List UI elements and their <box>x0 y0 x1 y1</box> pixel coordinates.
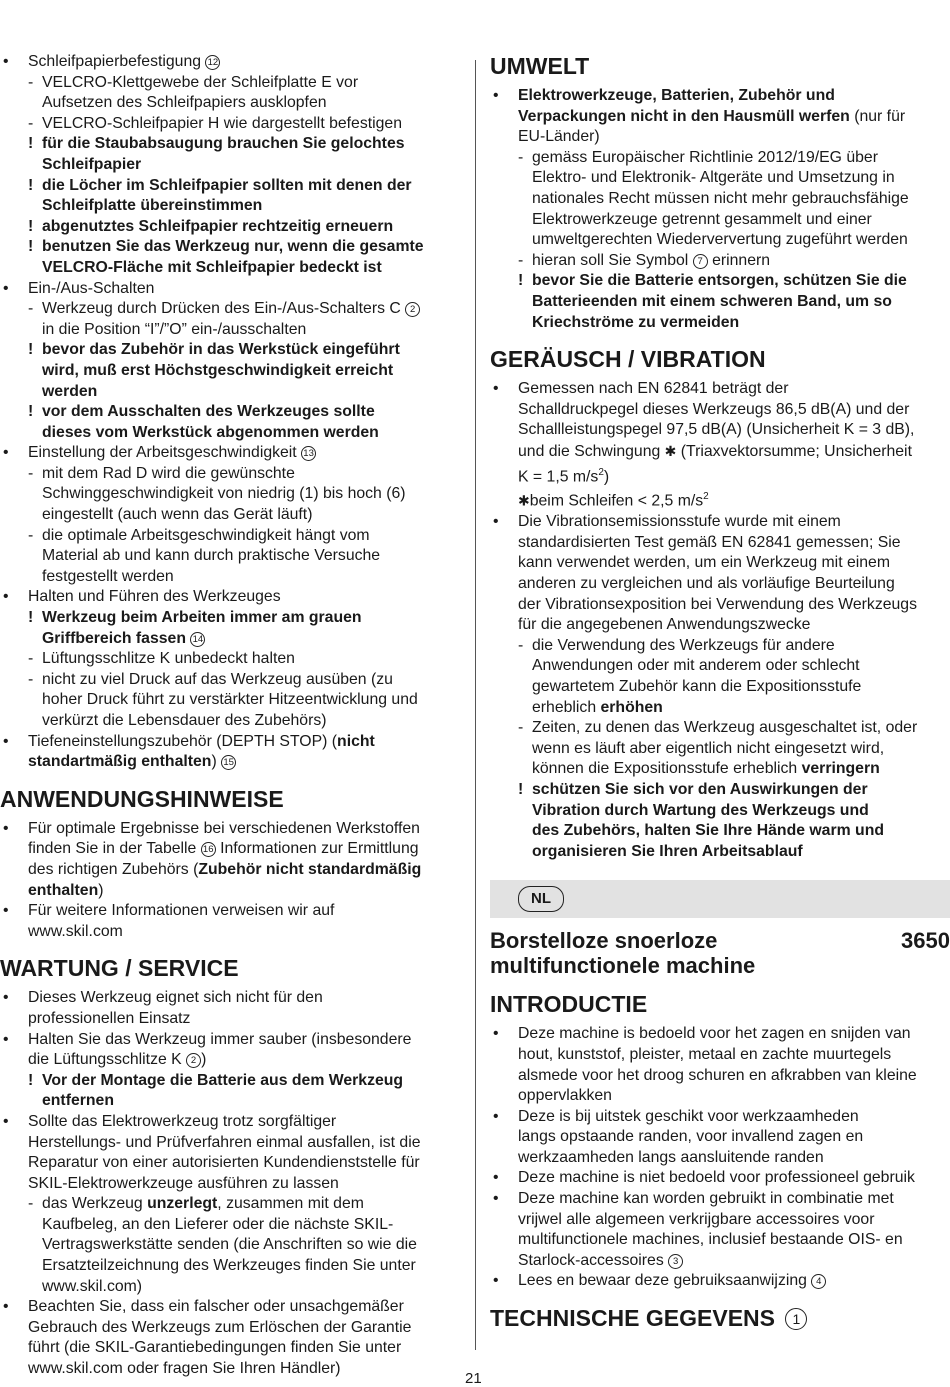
right-top-section <box>490 52 950 862</box>
text-segment: für die angegebenen Anwendungszwecke <box>518 616 811 634</box>
bullet-item <box>490 1107 950 1128</box>
text-line <box>0 690 462 711</box>
text-segment: vrijwel alle algemeen verkrijgbare accessoires voor <box>518 1210 875 1228</box>
text-segment: Schleifpapierbefestigung <box>28 53 206 70</box>
text-segment: beim Schleifen < 2,5 m/s <box>529 492 704 510</box>
text-line <box>0 1153 462 1174</box>
text-segment: ANWENDUNGSHINWEISE <box>0 785 284 812</box>
text-line <box>0 361 462 382</box>
text-segment: nationales Recht müssen nicht mehr gebrauchsfähige <box>532 189 909 207</box>
text-line <box>0 423 462 444</box>
text-segment: UMWELT <box>490 53 590 79</box>
text-segment: die Lüftungsschlitze K <box>28 1051 187 1069</box>
text-segment: können die Expositionsstufe erheblich <box>532 760 802 778</box>
text-segment: und die Schwingung <box>518 442 665 460</box>
text-segment: abgenutztes Schleifpapier rechtzeitig erneuern <box>42 217 394 235</box>
text-segment: Schallleistungspegel 97,5 dB(A) (Unsicherheit K = 3 dB), <box>518 421 915 439</box>
section-heading <box>490 345 950 373</box>
text-segment: Deze machine kan worden gebruikt in combinatie met <box>518 1190 894 1208</box>
figure-ref-badge: 14 <box>190 632 205 647</box>
text-segment: Gemessen nach EN 62841 beträgt der <box>518 380 789 398</box>
text-segment: Dieses Werkzeug eignet sich nicht für den <box>28 989 323 1007</box>
text-segment: finden Sie in der Tabelle <box>28 840 201 858</box>
bullet-item <box>490 512 950 533</box>
figure-ref-badge: 4 <box>811 1274 826 1289</box>
text-segment: Gebrauch des Werkzeugs zum Erlöschen der Garantie <box>28 1318 412 1336</box>
bold-text: VELCRO-Fläche mit Schleifpapier bedeckt ist <box>42 258 382 276</box>
text-line <box>490 189 950 210</box>
text-segment: Halten und Führen des Werkzeuges <box>28 588 281 606</box>
text-segment: VELCRO-Schleifpapier H wie dargestellt befestigen <box>42 114 402 132</box>
bullet-item <box>0 901 462 922</box>
text-line <box>0 1050 462 1071</box>
dash-item <box>0 670 462 691</box>
text-segment: für die Staubabsaugung brauchen Sie gelochtes <box>42 135 405 153</box>
product-model-number: 3650 <box>901 928 950 954</box>
text-segment: standardisierten Test gemäß EN 62841 gemessen; Sie <box>518 533 901 551</box>
text-segment: Elektro- und Elektronik- Altgeräte und Umsetzung in <box>532 169 895 187</box>
text-segment: in die Position “I”/”O” ein-/ausschalten <box>42 320 307 338</box>
bold-text: Vibration durch Wartung des Werkzeugs und <box>532 801 869 819</box>
text-line <box>490 615 950 636</box>
text-segment: vor dem Ausschalten des Werkzeuges sollte <box>42 403 375 421</box>
text-line <box>490 1066 950 1087</box>
text-segment: Anwendungen oder mit anderem oder schlecht <box>532 657 860 675</box>
text-segment: Ersatzteilzeichnung des Werkzeuges finden Sie unter <box>42 1257 416 1275</box>
text-segment: Deze is bij uitstek geschikt voor werkzaamheden <box>518 1107 859 1125</box>
superscript: 2 <box>703 491 709 503</box>
bullet-item <box>0 732 462 753</box>
bullet-item <box>0 1030 462 1051</box>
bullet-item <box>0 279 462 300</box>
text-line <box>0 839 462 860</box>
text-line <box>490 487 950 512</box>
text-segment: , zusammen mit dem <box>217 1195 364 1213</box>
text-line <box>490 739 950 760</box>
text-segment: multifunctionele machines, inclusief bestaande OIS- en <box>518 1231 903 1249</box>
bullet-item <box>0 1297 462 1318</box>
text-segment: schützen Sie sich vor den Auswirkungen der <box>532 780 868 798</box>
text-segment: erheblich <box>532 698 601 716</box>
text-line <box>0 1338 462 1359</box>
section-heading <box>490 990 950 1018</box>
text-segment: hoher Druck führt zu verstärkter Hitzeentwicklung und <box>42 691 418 709</box>
text-segment: Einstellung der Arbeitsgeschwindigkeit <box>28 444 302 462</box>
text-segment: (nur für <box>849 107 906 125</box>
figure-ref-badge: 15 <box>221 755 236 770</box>
text-segment: Kaufbeleg, an den Lieferer oder die nächste SKIL- <box>42 1215 394 1233</box>
text-segment: TECHNISCHE GEGEVENS <box>490 1305 782 1332</box>
text-segment: das Werkzeug <box>42 1195 148 1213</box>
text-segment: des richtigen Zubehörs ( <box>28 860 199 878</box>
text-line <box>0 1215 462 1236</box>
text-line <box>0 320 462 341</box>
text-segment: www.skil.com oder fragen Sie Ihren Händler) <box>28 1360 341 1378</box>
text-segment: Schalldruckpegel dieses Werkzeugs 86,5 dB(A) und der <box>518 400 910 418</box>
text-segment: Für optimale Ergebnisse bei verschiedenen Werkstoffen <box>28 819 420 837</box>
bold-text: unzerlegt <box>147 1195 218 1213</box>
warning-item <box>0 1071 462 1092</box>
text-line <box>0 1318 462 1339</box>
text-line <box>490 842 950 863</box>
text-line <box>0 1009 462 1030</box>
column-divider <box>475 60 476 1350</box>
text-segment: Schwinggeschwindigkeit von niedrig (1) bis hoch (6) <box>42 485 406 503</box>
text-line <box>0 1174 462 1195</box>
text-segment: umweltgerechten Wiederververtung zugeführt werden <box>532 231 908 249</box>
text-segment: nicht zu viel Druck auf das Werkzeug ausüben (zu <box>42 670 393 688</box>
figure-ref-badge: 1 <box>785 1308 807 1330</box>
warning-item <box>0 608 462 629</box>
bullet-item <box>0 587 462 608</box>
text-line <box>490 656 950 677</box>
warning-item <box>490 271 950 292</box>
bullet-item <box>0 443 462 464</box>
text-line <box>0 922 462 943</box>
warning-item <box>0 237 462 258</box>
text-line <box>0 93 462 114</box>
bold-text: Schleifpapier <box>42 155 142 173</box>
text-segment: GERÄUSCH / VIBRATION <box>490 346 766 373</box>
text-segment: oppervlakken <box>518 1087 612 1105</box>
text-segment: VELCRO-Klettgewebe der Schleifplatte E vor <box>42 73 359 91</box>
text-segment: Lees en bewaar deze gebruiksaanwijzing <box>518 1272 812 1290</box>
product-title <box>490 928 950 978</box>
text-segment: Lüftungsschlitze K unbedeckt halten <box>42 650 295 668</box>
bullet-item <box>0 988 462 1009</box>
dash-item <box>490 718 950 739</box>
bullet-item <box>490 1189 950 1210</box>
text-line <box>0 382 462 403</box>
text-line <box>490 127 950 148</box>
text-line <box>490 210 950 231</box>
dash-item <box>0 464 462 485</box>
figure-ref-badge: 7 <box>693 254 708 269</box>
text-segment: SKIL-Elektrowerkzeuge ausführen zu lassen <box>28 1174 339 1192</box>
dash-item <box>490 148 950 169</box>
text-segment: wenn es läuft aber eigentlich nicht eingesetzt wird, <box>532 739 885 757</box>
text-segment: bevor das Zubehör in das Werkstück eingeführt <box>42 341 400 359</box>
text-line <box>490 1045 950 1066</box>
text-line <box>0 881 462 902</box>
text-segment: hout, kunststof, pleister, metaal en zachte muurtegels <box>518 1045 892 1063</box>
bold-text: organisieren Sie Ihren Arbeitsablauf <box>532 842 803 860</box>
text-line <box>0 1359 462 1380</box>
language-badge: NL <box>518 886 564 912</box>
text-line <box>0 484 462 505</box>
bullet-item <box>490 1024 950 1045</box>
text-line <box>490 574 950 595</box>
asterisk-icon: ✱ <box>664 442 677 459</box>
section-heading <box>490 52 950 80</box>
asterisk-icon: ✱ <box>518 492 530 509</box>
text-line <box>0 1091 462 1112</box>
section-heading <box>490 1304 950 1332</box>
text-line <box>490 107 950 128</box>
text-segment: Für weitere Informationen verweisen wir auf <box>28 902 335 920</box>
text-segment: www.skil.com) <box>42 1277 143 1295</box>
bold-text: Kriechströme zu vermeiden <box>532 313 740 331</box>
text-line <box>0 567 462 588</box>
text-segment: bevor Sie die Batterie entsorgen, schützen Sie die <box>532 272 907 290</box>
bold-text: des Zubehörs, halten Sie Ihre Hände warm und <box>532 822 884 840</box>
text-segment: Material ab und kann durch praktische Versuche <box>42 547 381 565</box>
text-line <box>490 759 950 780</box>
bold-text: Verpackungen nicht in den Hausmüll werfen <box>518 107 850 125</box>
text-segment: Werkzeug beim Arbeiten immer am grauen <box>42 609 362 627</box>
text-segment: Vertragswerkstätte senden (die Anschriften so wie die <box>42 1236 417 1254</box>
page-number: 21 <box>465 1370 482 1387</box>
bullet-item <box>490 86 950 107</box>
text-segment: Sollte das Elektrowerkzeug trotz sorgfältiger <box>28 1112 337 1130</box>
text-line <box>490 698 950 719</box>
text-segment: Werkzeug durch Drücken des Ein-/Aus-Schalters C <box>42 300 406 318</box>
superscript: 2 <box>598 466 604 478</box>
bullet-item <box>0 819 462 840</box>
warning-item <box>0 217 462 238</box>
text-line <box>490 595 950 616</box>
text-segment: werkzaamheden langs aansluitende randen <box>518 1148 824 1166</box>
text-segment: eingestellt (auch wenn das Gerät läuft) <box>42 506 313 524</box>
figure-ref-badge: 16 <box>201 842 216 857</box>
text-segment: hieran soll Sie Symbol <box>532 251 693 269</box>
figure-ref-badge: 2 <box>186 1053 201 1068</box>
dash-item <box>0 649 462 670</box>
dash-item <box>0 73 462 94</box>
dash-item <box>0 1194 462 1215</box>
text-line <box>490 441 950 463</box>
right-bottom-section <box>490 990 950 1332</box>
text-line <box>490 1251 950 1272</box>
text-line <box>490 1086 950 1107</box>
bold-text: Schleifplatte übereinstimmen <box>42 197 263 215</box>
text-segment: Starlock-accessoires <box>518 1251 669 1269</box>
text-line <box>0 1256 462 1277</box>
text-line <box>490 400 950 421</box>
bold-text: Griffbereich fassen <box>42 629 191 647</box>
text-segment: anderen zu vergleichen und als vorläufige Beurteilung <box>518 575 895 592</box>
bullet-item <box>490 379 950 400</box>
warning-item <box>0 134 462 155</box>
bold-text: nicht <box>337 732 375 750</box>
text-segment: EU-Länder) <box>518 128 600 146</box>
language-bar <box>490 880 950 918</box>
text-segment: Informationen zur Ermittlung <box>215 840 419 858</box>
text-segment: mit dem Rad D wird die gewünschte <box>42 464 295 482</box>
text-segment: Herstellungs- und Prüfverfahren einmal ausfallen, ist die <box>28 1133 421 1151</box>
text-line <box>490 420 950 441</box>
warning-item <box>490 780 950 801</box>
text-line <box>0 155 462 176</box>
text-segment: professionellen Einsatz <box>28 1009 191 1027</box>
text-line <box>490 821 950 842</box>
text-line <box>0 1277 462 1298</box>
text-line <box>490 313 950 334</box>
text-line <box>0 752 462 773</box>
text-line <box>0 258 462 279</box>
text-line <box>490 1148 950 1169</box>
text-line <box>490 801 950 822</box>
text-line <box>490 1127 950 1148</box>
text-segment: Tiefeneinstellungszubehör (DEPTH STOP) ( <box>28 732 338 750</box>
text-segment: benutzen Sie das Werkzeug nur, wenn die gesamte <box>42 238 424 256</box>
text-segment: gewartetem Zubehör kann die Expositionsstufe <box>532 677 862 695</box>
bold-text: dieses vom Werkstück abgenommen werden <box>42 423 379 441</box>
bullet-item <box>490 1168 950 1189</box>
bold-text: Batterieenden mit einem schweren Band, um so <box>532 292 892 310</box>
text-line <box>0 1235 462 1256</box>
figure-ref-badge: 13 <box>301 446 316 461</box>
warning-item <box>0 402 462 423</box>
text-line <box>0 860 462 881</box>
text-segment: langs opstaande randen, voor invallend zagen en <box>518 1128 864 1146</box>
text-segment: verkürzt die Lebensdauer des Zubehörs) <box>42 712 327 729</box>
text-line <box>490 463 950 488</box>
text-segment: WARTUNG / SERVICE <box>0 955 239 982</box>
right-column <box>490 52 950 1338</box>
figure-ref-badge: 2 <box>405 302 420 317</box>
bold-text: werden <box>42 382 98 400</box>
text-segment: festgestellt werden <box>42 567 174 585</box>
text-line <box>490 677 950 698</box>
text-segment: Deze machine is bedoeld voor het zagen en snijden van <box>518 1025 911 1043</box>
text-line <box>490 533 950 554</box>
product-title-line1: Borstelloze snoerloze <box>490 928 718 954</box>
text-line <box>0 1133 462 1154</box>
text-segment: Reparatur von einer autorisierten Kundendienststelle für <box>28 1154 420 1172</box>
bold-text: erhöhen <box>600 698 663 716</box>
text-line <box>0 546 462 567</box>
warning-item <box>0 340 462 361</box>
text-segment: die Verwendung des Werkzeugs für andere <box>532 636 835 654</box>
figure-ref-badge: 12 <box>205 55 220 70</box>
text-segment: ) <box>201 1051 207 1069</box>
dash-item <box>490 251 950 272</box>
text-line <box>490 553 950 574</box>
text-line <box>490 1210 950 1231</box>
text-segment: Elektrowerkzeuge getrennt gesammelt und einer <box>532 210 872 228</box>
bold-text: verringern <box>801 760 880 778</box>
text-segment: ) <box>211 753 222 771</box>
text-segment: Deze machine is niet bedoeld voor professioneel gebruik <box>518 1169 915 1187</box>
section-heading <box>0 785 462 813</box>
bold-text: Elektrowerkzeuge, Batterien, Zubehör und <box>518 87 835 104</box>
dash-item <box>0 114 462 135</box>
text-segment: Die Vibrationsemissionsstufe wurde mit einem <box>518 513 841 531</box>
text-segment: erinnern <box>707 251 771 269</box>
text-segment: Halten Sie das Werkzeug immer sauber (insbesondere <box>28 1030 412 1048</box>
text-segment: www.skil.com <box>28 922 123 940</box>
dash-item <box>490 636 950 657</box>
figure-ref-badge: 3 <box>668 1254 683 1269</box>
bold-text: enthalten <box>28 881 99 899</box>
text-segment: die optimale Arbeitsgeschwindigkeit hängt vom <box>42 526 370 544</box>
text-segment: Ein-/Aus-Schalten <box>28 279 155 297</box>
bullet-item <box>0 52 462 73</box>
text-line <box>490 230 950 251</box>
bold-text: wird, muß erst Höchstgeschwindigkeit erreicht <box>42 361 394 379</box>
text-segment: alsmede voor het droog schuren en afkrabben van kleine <box>518 1066 917 1084</box>
text-line <box>490 292 950 313</box>
dash-item <box>0 526 462 547</box>
text-segment: gemäss Europäischer Richtlinie 2012/19/EG über <box>532 148 878 166</box>
text-segment: (Triaxvektorsumme; Unsicherheit <box>676 442 912 460</box>
text-segment: kann verwendet werden, um ein Werkzeug mit einem <box>518 554 890 572</box>
dash-item <box>0 299 462 320</box>
text-line <box>490 168 950 189</box>
text-segment: Vor der Montage die Batterie aus dem Werkzeug <box>42 1071 404 1089</box>
text-line <box>0 629 462 650</box>
text-segment: ) <box>98 881 104 899</box>
text-segment: Beachten Sie, dass ein falscher oder unsachgemäßer <box>28 1298 404 1316</box>
section-heading <box>0 954 462 982</box>
bold-text: Zubehör nicht standardmäßig <box>198 860 422 878</box>
text-line <box>0 196 462 217</box>
product-title-line2: multifunctionele machine <box>490 953 756 979</box>
text-line <box>490 1230 950 1251</box>
text-segment: Zeiten, zu denen das Werkzeug ausgeschaltet ist, oder <box>532 719 918 737</box>
warning-item <box>0 176 462 197</box>
text-segment: K = 1,5 m/s <box>518 467 599 485</box>
text-segment: Aufsetzen des Schleifpapiers ausklopfen <box>42 94 327 112</box>
text-line <box>0 711 462 732</box>
text-segment: die Löcher im Schleifpapier sollten mit denen der <box>42 176 412 194</box>
left-column <box>0 52 462 1380</box>
bold-text: standartmäßig enthalten <box>28 753 212 771</box>
text-segment: ) <box>603 467 610 485</box>
text-line <box>0 505 462 526</box>
text-segment: der Vibrationsexposition bei Verwendung des Werkzeugs <box>518 595 917 613</box>
bullet-item <box>490 1271 950 1292</box>
text-segment: führt (die SKIL-Garantiebedingungen finden Sie unter <box>28 1339 402 1357</box>
bullet-item <box>0 1112 462 1133</box>
text-segment: INTRODUCTIE <box>490 991 648 1018</box>
bold-text: entfernen <box>42 1092 114 1110</box>
